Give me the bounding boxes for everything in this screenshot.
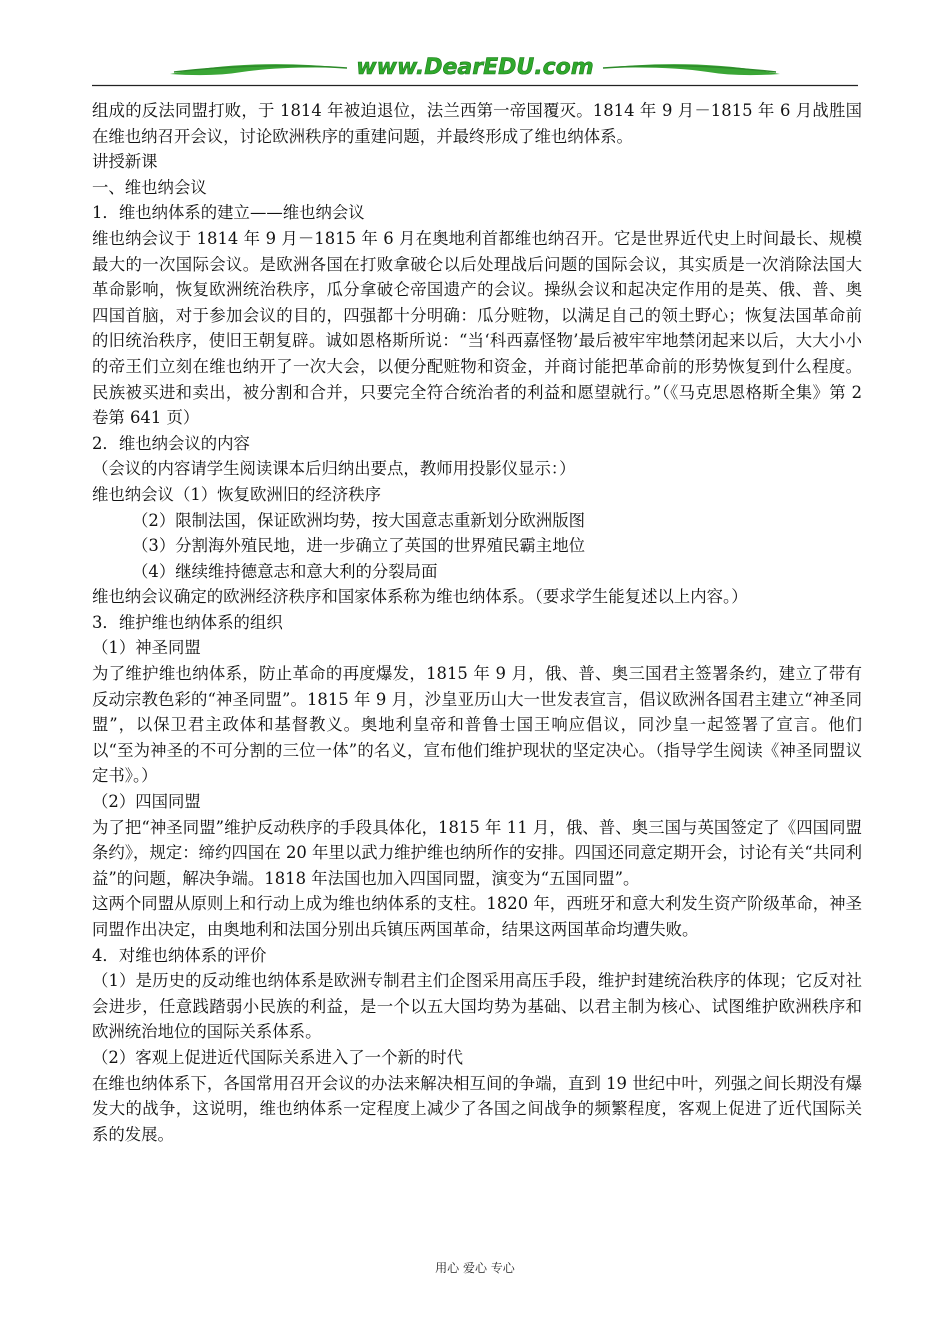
subheading-holy-alliance: （1）神圣同盟: [92, 638, 201, 658]
heading-vienna-congress: 一、维也纳会议: [92, 177, 207, 197]
list-item: （2）限制法国，保证欧洲均势，按大国意志重新划分欧洲版图: [132, 510, 585, 530]
subheading-quadruple-alliance: （2）四国同盟: [92, 792, 201, 812]
page-footer: 用心 爱心 专心: [435, 1261, 515, 1275]
subheading-4: 4．对维也纳体系的评价: [92, 945, 267, 965]
section-label: 讲授新课: [92, 152, 158, 172]
paragraph-summary: 维也纳会议确定的欧洲经济秩序和国家体系称为维也纳体系。（要求学生能复述以上内容。）: [92, 587, 748, 607]
paragraph-evaluation-1: （1）是历史的反动维也纳体系是欧洲专制君主们企图采用高压手段，维护封建统治秩序的体现；它反对社会进步，任意践踏弱小民族的利益，是一个以五大国均势为基础、以君主制为核心、试图维护欧洲秩序和欧洲统治地位的国际关系体系。: [92, 971, 862, 1042]
paragraph-evaluation-2: 在维也纳体系下，各国常用召开会议的办法来解决相互间的争端，直到 19 世纪中叶，列强之间长期没有爆发大的战争，这说明，维也纳体系一定程度上减少了各国之间战争的频繁程度，客观上促进了近代国际关系的发展。: [92, 1073, 862, 1144]
subheading-evaluation-2: （2）客观上促进近代国际关系进入了一个新的时代: [92, 1047, 464, 1067]
paragraph-congress-overview: 维也纳会议于 1814 年 9 月－1815 年 6 月在奥地利首都维也纳召开。它是世界近代史上时间最长、规模最大的一次国际会议。是欧洲各国在打败拿破仑以后处理战后问题的国际会议，其实质是一次消除法国大革命影响，恢复欧洲统治秩序，瓜分拿破仑帝国遗产的会议。操纵会议和起决定作用的是英、俄、普、奥四国首脑，对于参加会议的目的，四强都十分明确：瓜分赃物，以满足自己的领土野心；恢复法国革命前的旧统治秩序，使旧王朝复辟。诚如恩格斯所说：“当‘科西嘉怪物’最后被牢牢地禁闭起来以后，大大小小的帝王们立刻在维也纳开了一次大会，以便分配赃物和资金，并商讨能把革命前的形势恢复到什么程度。民族被买进和卖出，被分割和合并，只要完全符合统治者的利益和愿望就行。”（《马克思恩格斯全集》第 2 卷第 641 页）: [92, 228, 862, 428]
logo-text: www.DearEDU.com: [356, 55, 594, 80]
subheading-3: 3．维护维也纳体系的组织: [92, 612, 283, 632]
paragraph-holy-alliance: 为了维护维也纳体系，防止革命的再度爆发，1815 年 9 月，俄、普、奥三国君主签署条约，建立了带有反动宗教色彩的“神圣同盟”。1815 年 9 月，沙皇亚历山大一世发表宣言，倡议欧洲各国君主建立“神圣同盟”，以保卫君主政体和基督教义。奥地利皇帝和普鲁士国王响应倡议，同沙皇一起签署了宣言。他们以“至为神圣的不可分割的三位一体”的名义，宣布他们维护现状的坚定决心。（指导学生阅读《神圣同盟议定书》。）: [92, 664, 862, 786]
list-item: 维也纳会议（1）恢复欧洲旧的经济秩序: [92, 484, 382, 504]
list-item: （4）继续维持德意志和意大利的分裂局面: [132, 561, 438, 581]
document-body: [92, 98, 862, 1147]
intro-paragraph: 组成的反法同盟打败，于 1814 年被迫退位，法兰西第一帝国覆灭。1814 年 9 月－1815 年 6 月战胜国在维也纳召开会议，讨论欧洲秩序的重建问题，并最终形成了维也纳体系。: [92, 101, 862, 146]
dearedu-logo: [92, 52, 858, 92]
paragraph-note: （会议的内容请学生阅读课本后归纳出要点，教师用投影仪显示：）: [92, 459, 576, 479]
list-item: （3）分割海外殖民地，进一步确立了英国的世界殖民霸主地位: [132, 536, 585, 556]
page-header: [92, 52, 858, 92]
subheading-1: 1．维也纳体系的建立——维也纳会议: [92, 203, 365, 223]
paragraph-quadruple-alliance: 为了把“神圣同盟”维护反动秩序的手段具体化，1815 年 11 月，俄、普、奥三国与英国签定了《四国同盟条约》，规定：缔约四国在 20 年里以武力维护维也纳所作的安排。四国还同意定期开会，讨论有关“共同利益”的问题，解决争端。1818 年法国也加入四国同盟，演变为“五国同盟”。: [92, 817, 862, 888]
subheading-2: 2．维也纳会议的内容: [92, 433, 250, 453]
paragraph-alliances-pillars: 这两个同盟从原则上和行动上成为维也纳体系的支柱。1820 年，西班牙和意大利发生资产阶级革命，神圣同盟作出决定，由奥地利和法国分别出兵镇压两国革命，结果这两国革命均遭失败。: [92, 894, 862, 939]
